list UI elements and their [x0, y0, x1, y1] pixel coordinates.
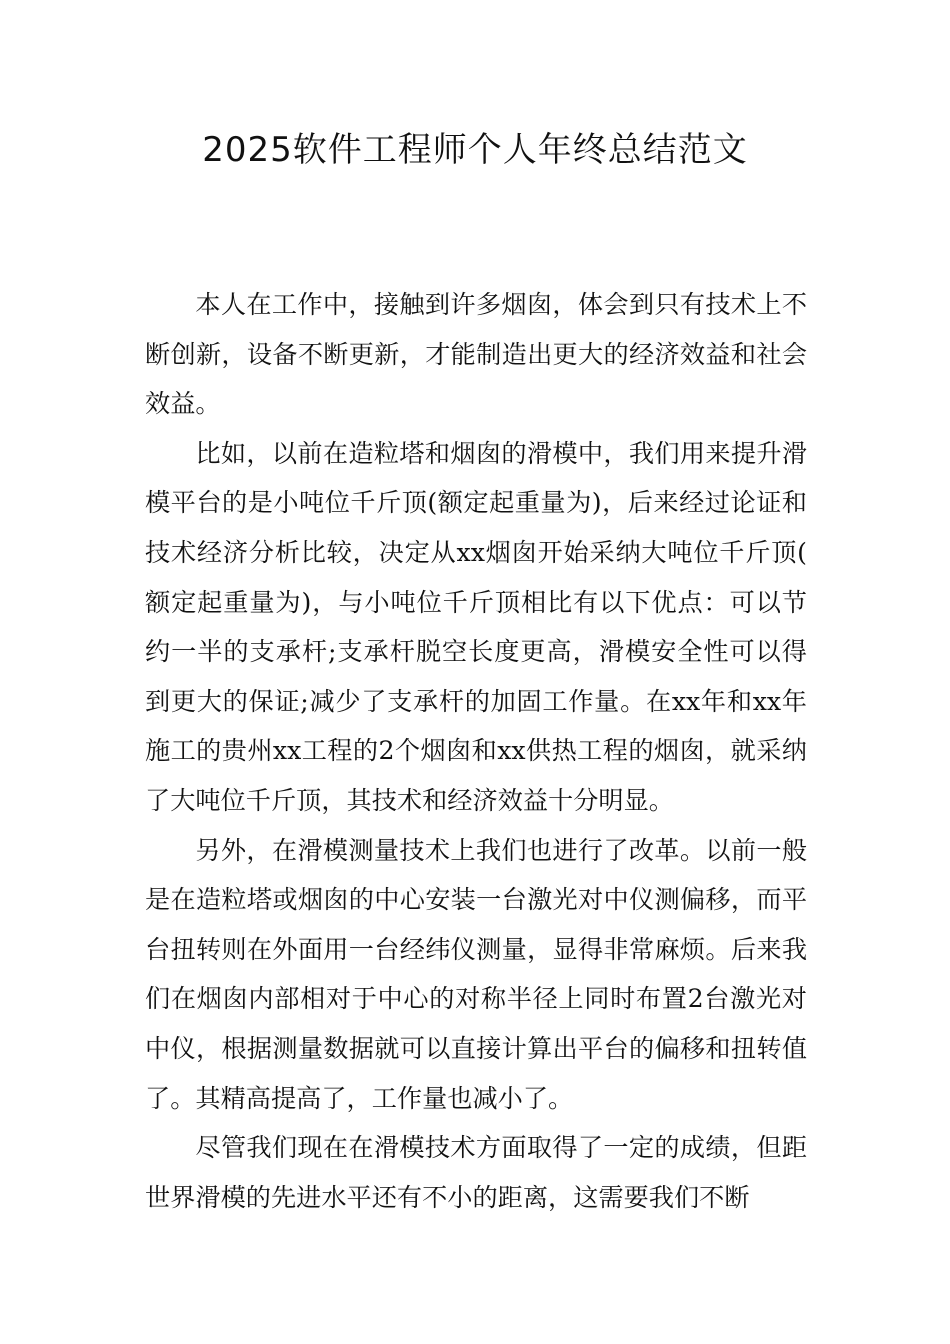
document-title: 2025软件工程师个人年终总结范文	[202, 130, 748, 170]
paragraph: 比如，以前在造粒塔和烟囱的滑模中，我们用来提升滑模平台的是小吨位千斤顶(额定起重量为)，后来经过论证和技术经济分析比较，决定从xx烟囱开始采纳大吨位千斤顶(额定起重量为)，与小吨位千斤顶相比有以下优点：可以节约一半的支承杆;支承杆脱空长度更高，滑模安全性可以得到更大的保证;减少了支承杆的加固工作量。在xx年和xx年施工的贵州xx工程的2个烟囱和xx供热工程的烟囱，就采纳了大吨位千斤顶，其技术和经济效益十分明显。	[145, 438, 807, 815]
document-body	[145, 280, 807, 1222]
paragraph: 本人在工作中，接触到许多烟囱，体会到只有技术上不断创新，设备不断更新，才能制造出更大的经济效益和社会效益。	[145, 290, 807, 419]
paragraph: 另外，在滑模测量技术上我们也进行了改革。以前一般是在造粒塔或烟囱的中心安装一台激光对中仪测偏移，而平台扭转则在外面用一台经纬仪测量，显得非常麻烦。后来我们在烟囱内部相对于中心的对称半径上同时布置2台激光对中仪，根据测量数据就可以直接计算出平台的偏移和扭转值了。其精高提高了，工作量也减小了。	[145, 835, 807, 1113]
paragraph: 尽管我们现在在滑模技术方面取得了一定的成绩，但距世界滑模的先进水平还有不小的距离，这需要我们不断	[145, 1133, 807, 1212]
